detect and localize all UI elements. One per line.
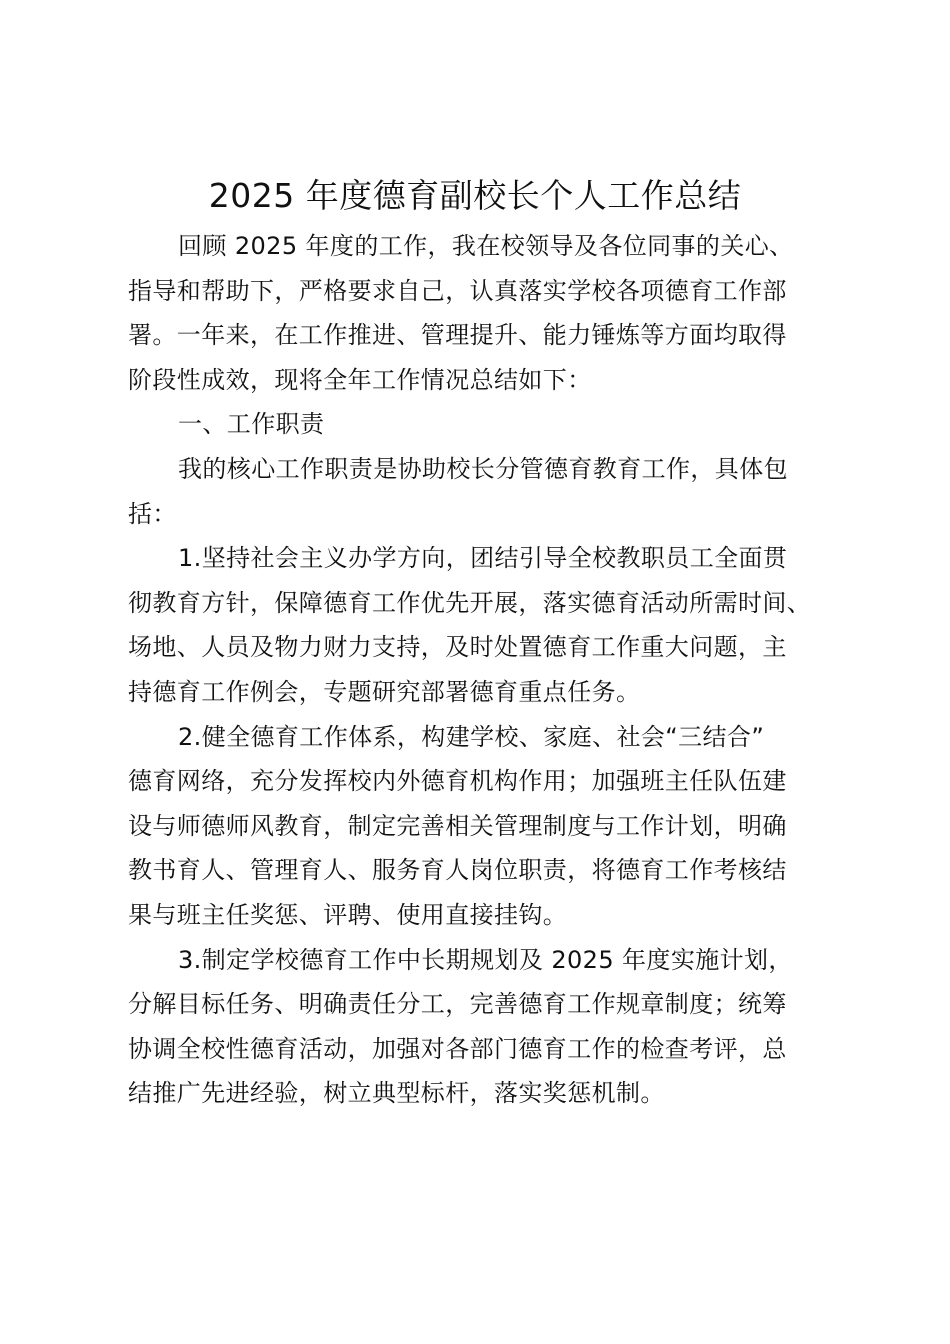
paragraph-first-line: 3.制定学校德育工作中长期规划及 2025 年度实施计划， <box>178 945 793 974</box>
paragraph-line: 教书育人、管理育人、服务育人岗位职责，将德育工作考核结 <box>128 856 787 885</box>
paragraph-line: 持德育工作例会，专题研究部署德育重点任务。 <box>128 677 641 706</box>
paragraph-first-line: 回顾 2025 年度的工作，我在校领导及各位同事的关心、 <box>178 232 794 260</box>
paragraph-line: 阶段性成效，现将全年工作情况总结如下： <box>128 365 592 394</box>
paragraph-line: 彻教育方针，保障德育工作优先开展，落实德育活动所需时间、 <box>128 588 812 617</box>
paragraph-line: 果与班主任奖惩、评聘、使用直接挂钩。 <box>128 900 568 929</box>
paragraph-line: 德育网络，充分发挥校内外德育机构作用；加强班主任队伍建 <box>128 767 787 796</box>
paragraph-first-line: 2.健全德育工作体系，构建学校、家庭、社会“三结合” <box>178 722 765 751</box>
paragraph-line: 结推广先进经验，树立典型标杆，落实奖惩机制。 <box>128 1079 665 1108</box>
document-body <box>128 224 844 1116</box>
paragraph-first-line: 一、工作职责 <box>178 410 325 439</box>
paragraph-line: 场地、人员及物力财力支持，及时处置德育工作重大问题，主 <box>128 633 787 662</box>
paragraph-line: 协调全校性德育活动，加强对各部门德育工作的检查考评，总 <box>128 1034 787 1063</box>
paragraph-line: 指导和帮助下，严格要求自己，认真落实学校各项德育工作部 <box>128 276 787 305</box>
paragraph-line: 设与师德师风教育，制定完善相关管理制度与工作计划，明确 <box>128 811 787 840</box>
document-title: 2025 年度德育副校长个人工作总结 <box>208 176 742 215</box>
paragraph-line: 分解目标任务、明确责任分工，完善德育工作规章制度；统筹 <box>128 990 787 1019</box>
paragraph-first-line: 1.坚持社会主义办学方向，团结引导全校教职员工全面贯 <box>178 544 788 573</box>
paragraph-line: 括： <box>128 499 177 528</box>
paragraph-line: 署。一年来，在工作推进、管理提升、能力锤炼等方面均取得 <box>128 321 787 350</box>
paragraph-first-line: 我的核心工作职责是协助校长分管德育教育工作，具体包 <box>178 454 788 483</box>
